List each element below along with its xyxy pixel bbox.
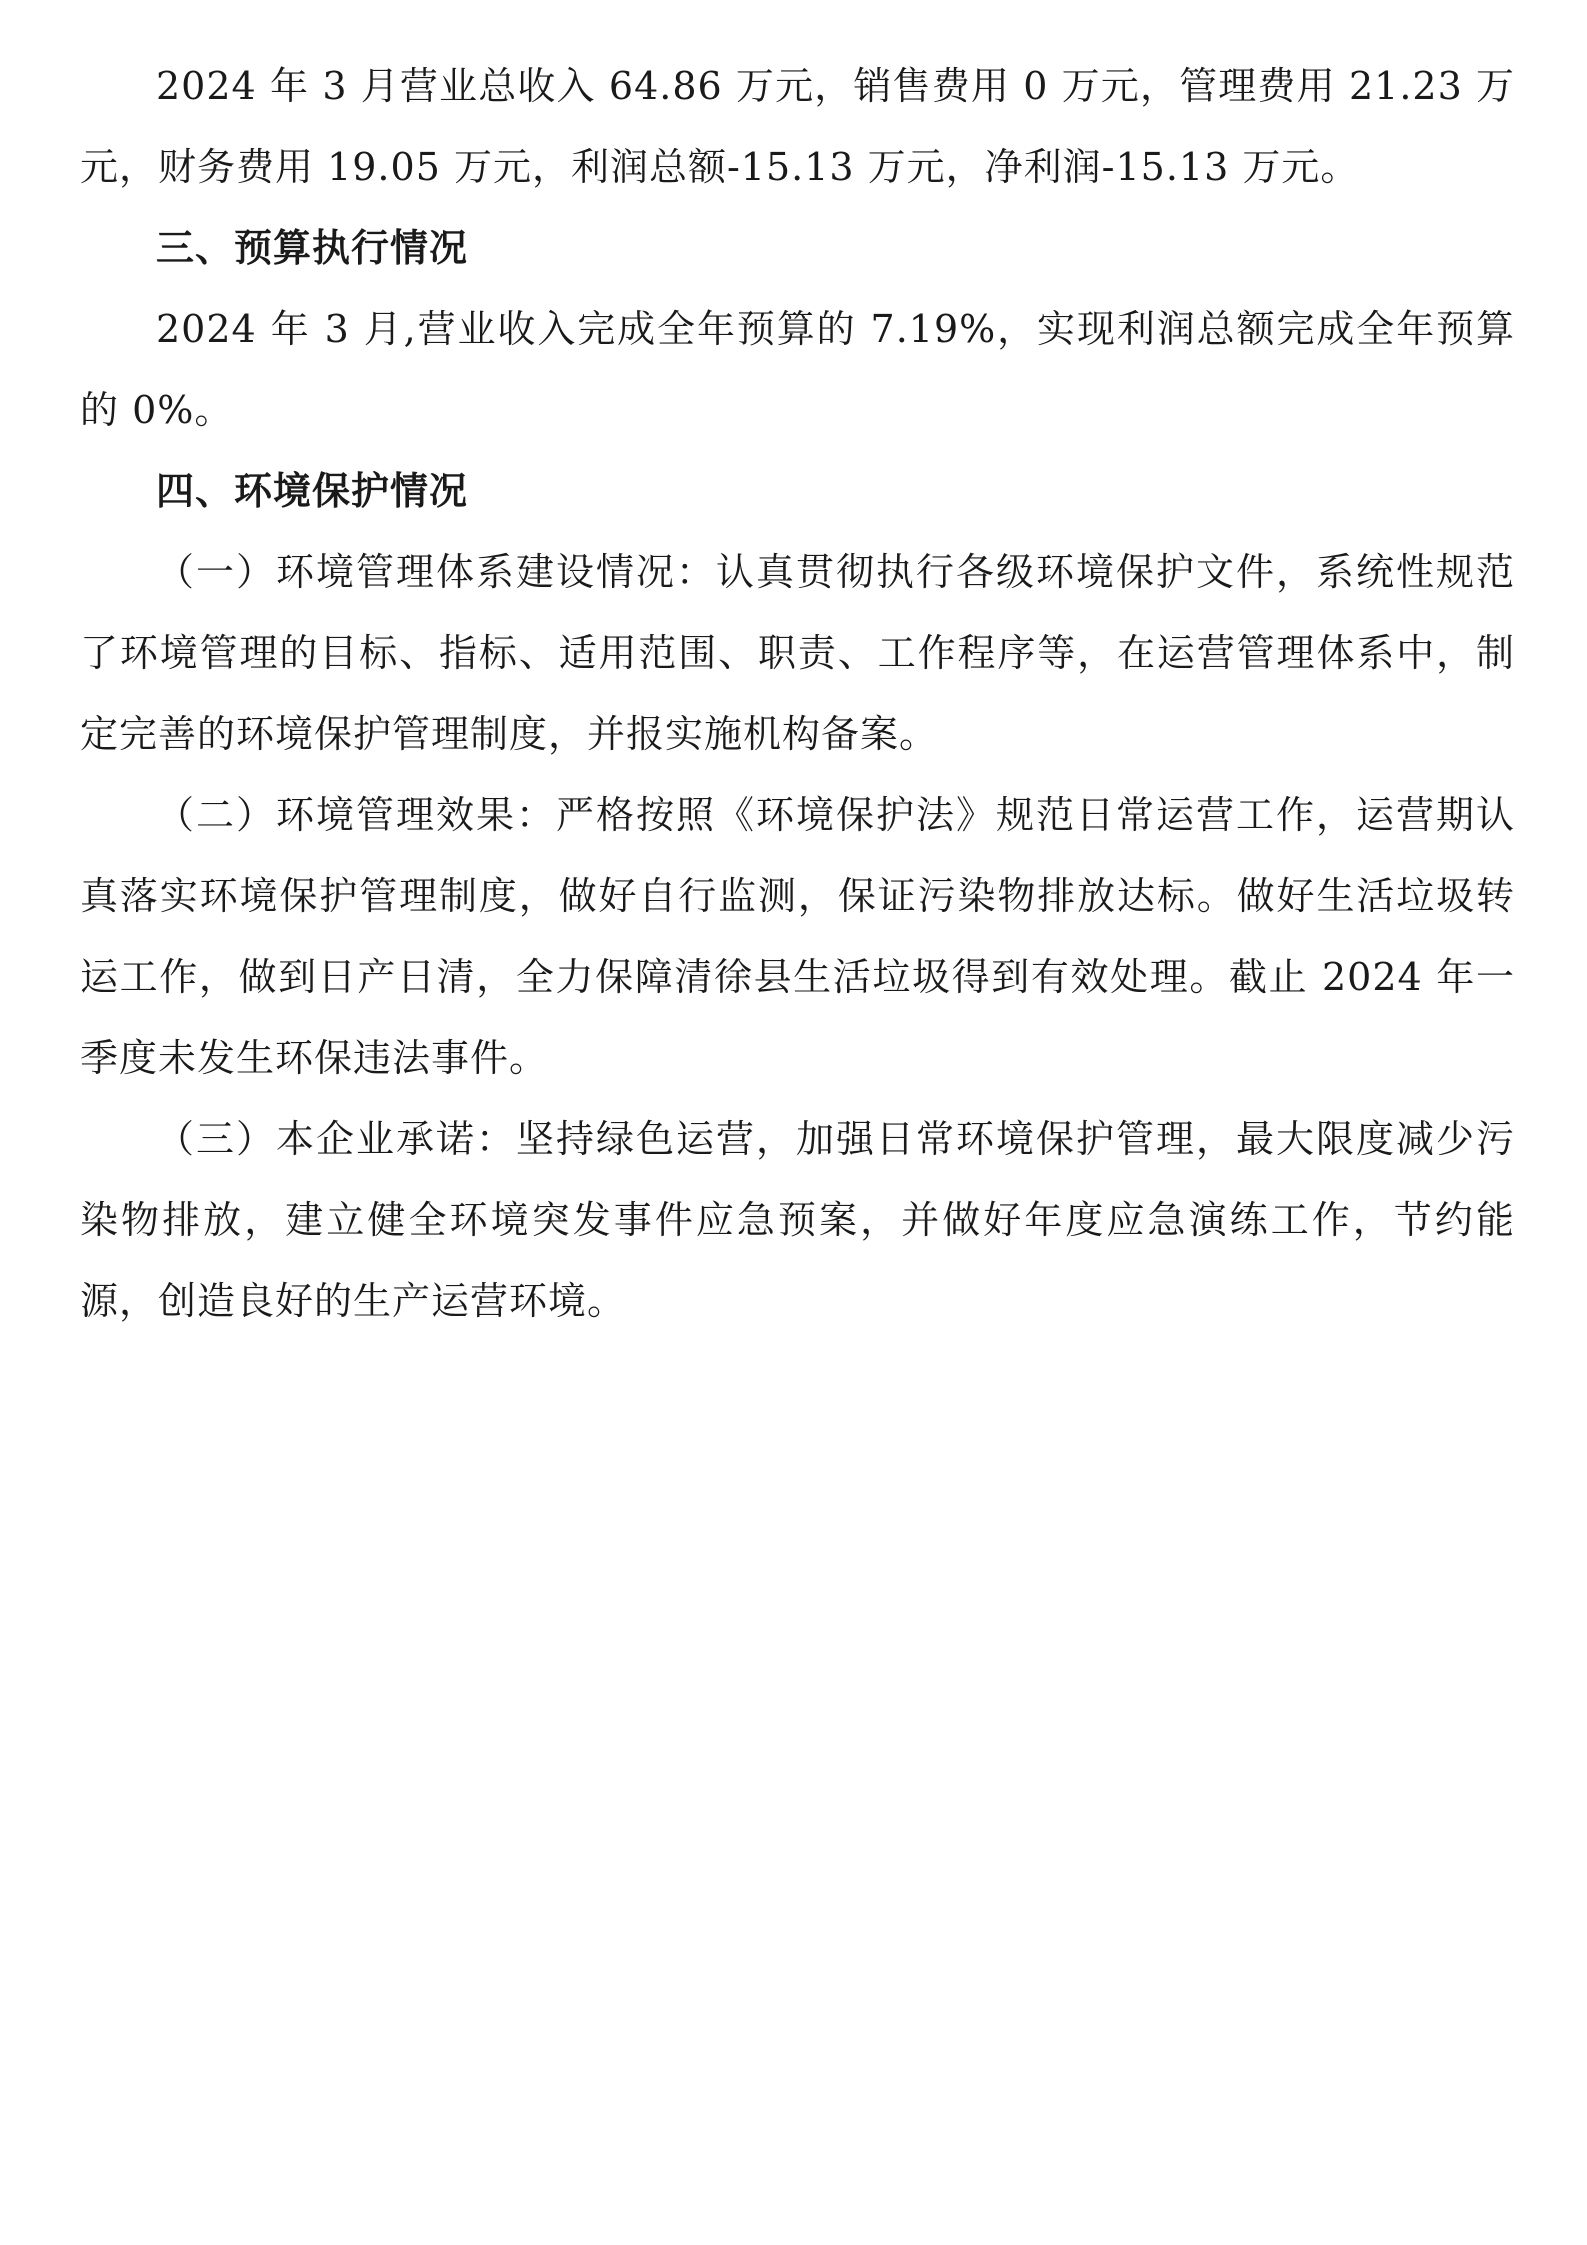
paragraph-environmental-results: （二）环境管理效果：严格按照《环境保护法》规范日常运营工作，运营期认真落实环境保护管理制度，做好自行监测，保证污染物排放达标。做好生活垃圾转运工作，做到日产日清，全力保障清徐县生活垃圾得到有效处理。截止 2024 年一季度未发生环保违法事件。	[80, 793, 1515, 1080]
heading-environmental-protection: 四、环境保护情况	[156, 469, 469, 513]
paragraph-financial-summary: 2024 年 3 月营业总收入 64.86 万元，销售费用 0 万元，管理费用 21.23 万元，财务费用 19.05 万元，利润总额-15.13 万元，净利润-15.13 万元。	[80, 64, 1515, 189]
paragraph-enterprise-commitment: （三）本企业承诺：坚持绿色运营，加强日常环境保护管理，最大限度减少污染物排放，建立健全环境突发事件应急预案，并做好年度应急演练工作，节约能源，创造良好的生产运营环境。	[80, 1117, 1515, 1323]
paragraph-environmental-system: （一）环境管理体系建设情况：认真贯彻执行各级环境保护文件，系统性规范了环境管理的目标、指标、适用范围、职责、工作程序等，在运营管理体系中，制定完善的环境保护管理制度，并报实施机构备案。	[80, 550, 1515, 756]
heading-budget-execution: 三、预算执行情况	[156, 226, 469, 270]
paragraph-budget-execution: 2024 年 3 月,营业收入完成全年预算的 7.19%，实现利润总额完成全年预算的 0%。	[80, 307, 1515, 432]
